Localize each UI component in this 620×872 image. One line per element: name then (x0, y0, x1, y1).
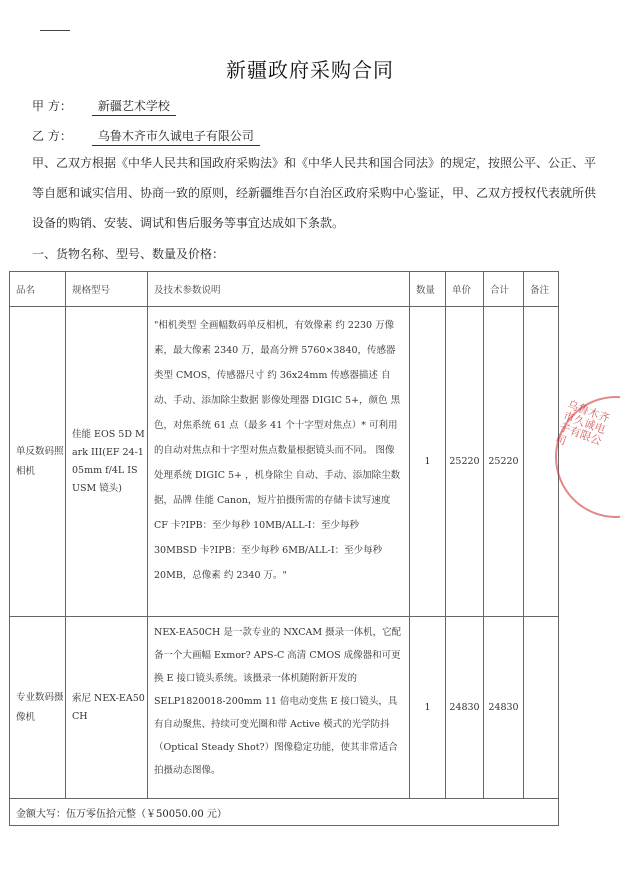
party-b (32, 127, 260, 146)
party-b-label: 乙 方： (32, 129, 72, 143)
company-seal-text: 乌鲁木齐市久诚电子有限公司 (553, 397, 612, 448)
row2-unit-price: 24830 (446, 617, 484, 799)
scan-mark (40, 30, 70, 31)
table-row (10, 617, 559, 799)
header-name: 品名 (10, 272, 66, 307)
goods-table (9, 271, 559, 826)
table-row (10, 307, 559, 617)
row1-note (524, 307, 559, 617)
row2-name: 专业数码摄像机 (10, 617, 66, 799)
table-header-row (10, 272, 559, 307)
row2-params: NEX-EA50CH 是一款专业的 NXCAM 摄录一体机，它配备一个大画幅 Exmor? APS-C 高清 CMOS 成像器和可更换 E 接口镜头系统。该摄录一体机随附新开发的 SELP1820018-200mm 11 倍电动变焦 E 接口镜头，具有自动聚焦、持续可变光圈和带 Active 模式的光学防抖（Optical Steady Shot?）图像稳定功能，使其非常适合拍摄动态图像。 (148, 617, 410, 799)
party-b-value: 乌鲁木齐市久诚电子有限公司 (92, 127, 260, 146)
row1-model: 佳能 EOS 5D Mark III(EF 24-105mm f/4L IS USM 镜头) (66, 307, 148, 617)
header-model: 规格型号 (66, 272, 148, 307)
row1-qty: 1 (410, 307, 446, 617)
header-note: 备注 (524, 272, 559, 307)
header-unit-price: 单价 (446, 272, 484, 307)
party-a-value: 新疆艺术学校 (92, 97, 176, 116)
section-heading: 一、货物名称、型号、数量及价格： (32, 247, 225, 261)
row1-name: 单反数码照相机 (10, 307, 66, 617)
row1-total: 25220 (484, 307, 524, 617)
header-qty: 数量 (410, 272, 446, 307)
row2-model: 索尼 NEX-EA50CH (66, 617, 148, 799)
party-a-label: 甲 方： (32, 99, 72, 113)
header-total: 合计 (484, 272, 524, 307)
intro-paragraph: 甲、乙双方根据《中华人民共和国政府采购法》和《中华人民共和国合同法》的规定，按照公平、公正、平等自愿和诚实信用、协商一致的原则，经新疆维吾尔自治区政府采购中心鉴证，甲、乙双方授权代表就所供设备的购销、安装、调试和售后服务等事宜达成如下条款。 (32, 156, 597, 230)
page-title: 新疆政府采购合同 (226, 58, 394, 82)
row1-params: "相机类型 全画幅数码单反相机，有效像素 约 2230 万像素，最大像素 2340 万，最高分辨 5760×3840，传感器类型 CMOS，传感器尺寸 约 36x24mm 传感器描述 自动、手动、添加除尘数据 影像处理器 DIGIC 5+，颜色 黑色，对焦系统 61 点（最多 41 个十字型对焦点）* 可利用的自动对焦点和十字型对焦点数量根据镜头而不同。 图像处理系统 DIGIC 5+ ，机身除尘 自动、手动、添加除尘数据，品牌 佳能 Canon，短片拍摄所需的存储卡读写速度 CF 卡?IPB：至少每秒 10MB/ALL-I：至少每秒 30MBSD 卡?IPB：至少每秒 6MB/ALL-I：至少每秒 20MB，总像素 约 2340 万。" (148, 307, 410, 617)
row2-note (524, 617, 559, 799)
row2-total: 24830 (484, 617, 524, 799)
row1-unit-price: 25220 (446, 307, 484, 617)
party-a (32, 97, 176, 116)
total-amount: 金额大写：伍万零伍拾元整（￥50050.00 元） (10, 799, 559, 826)
total-row (10, 799, 559, 826)
header-params: 及技术参数说明 (148, 272, 410, 307)
row2-qty: 1 (410, 617, 446, 799)
